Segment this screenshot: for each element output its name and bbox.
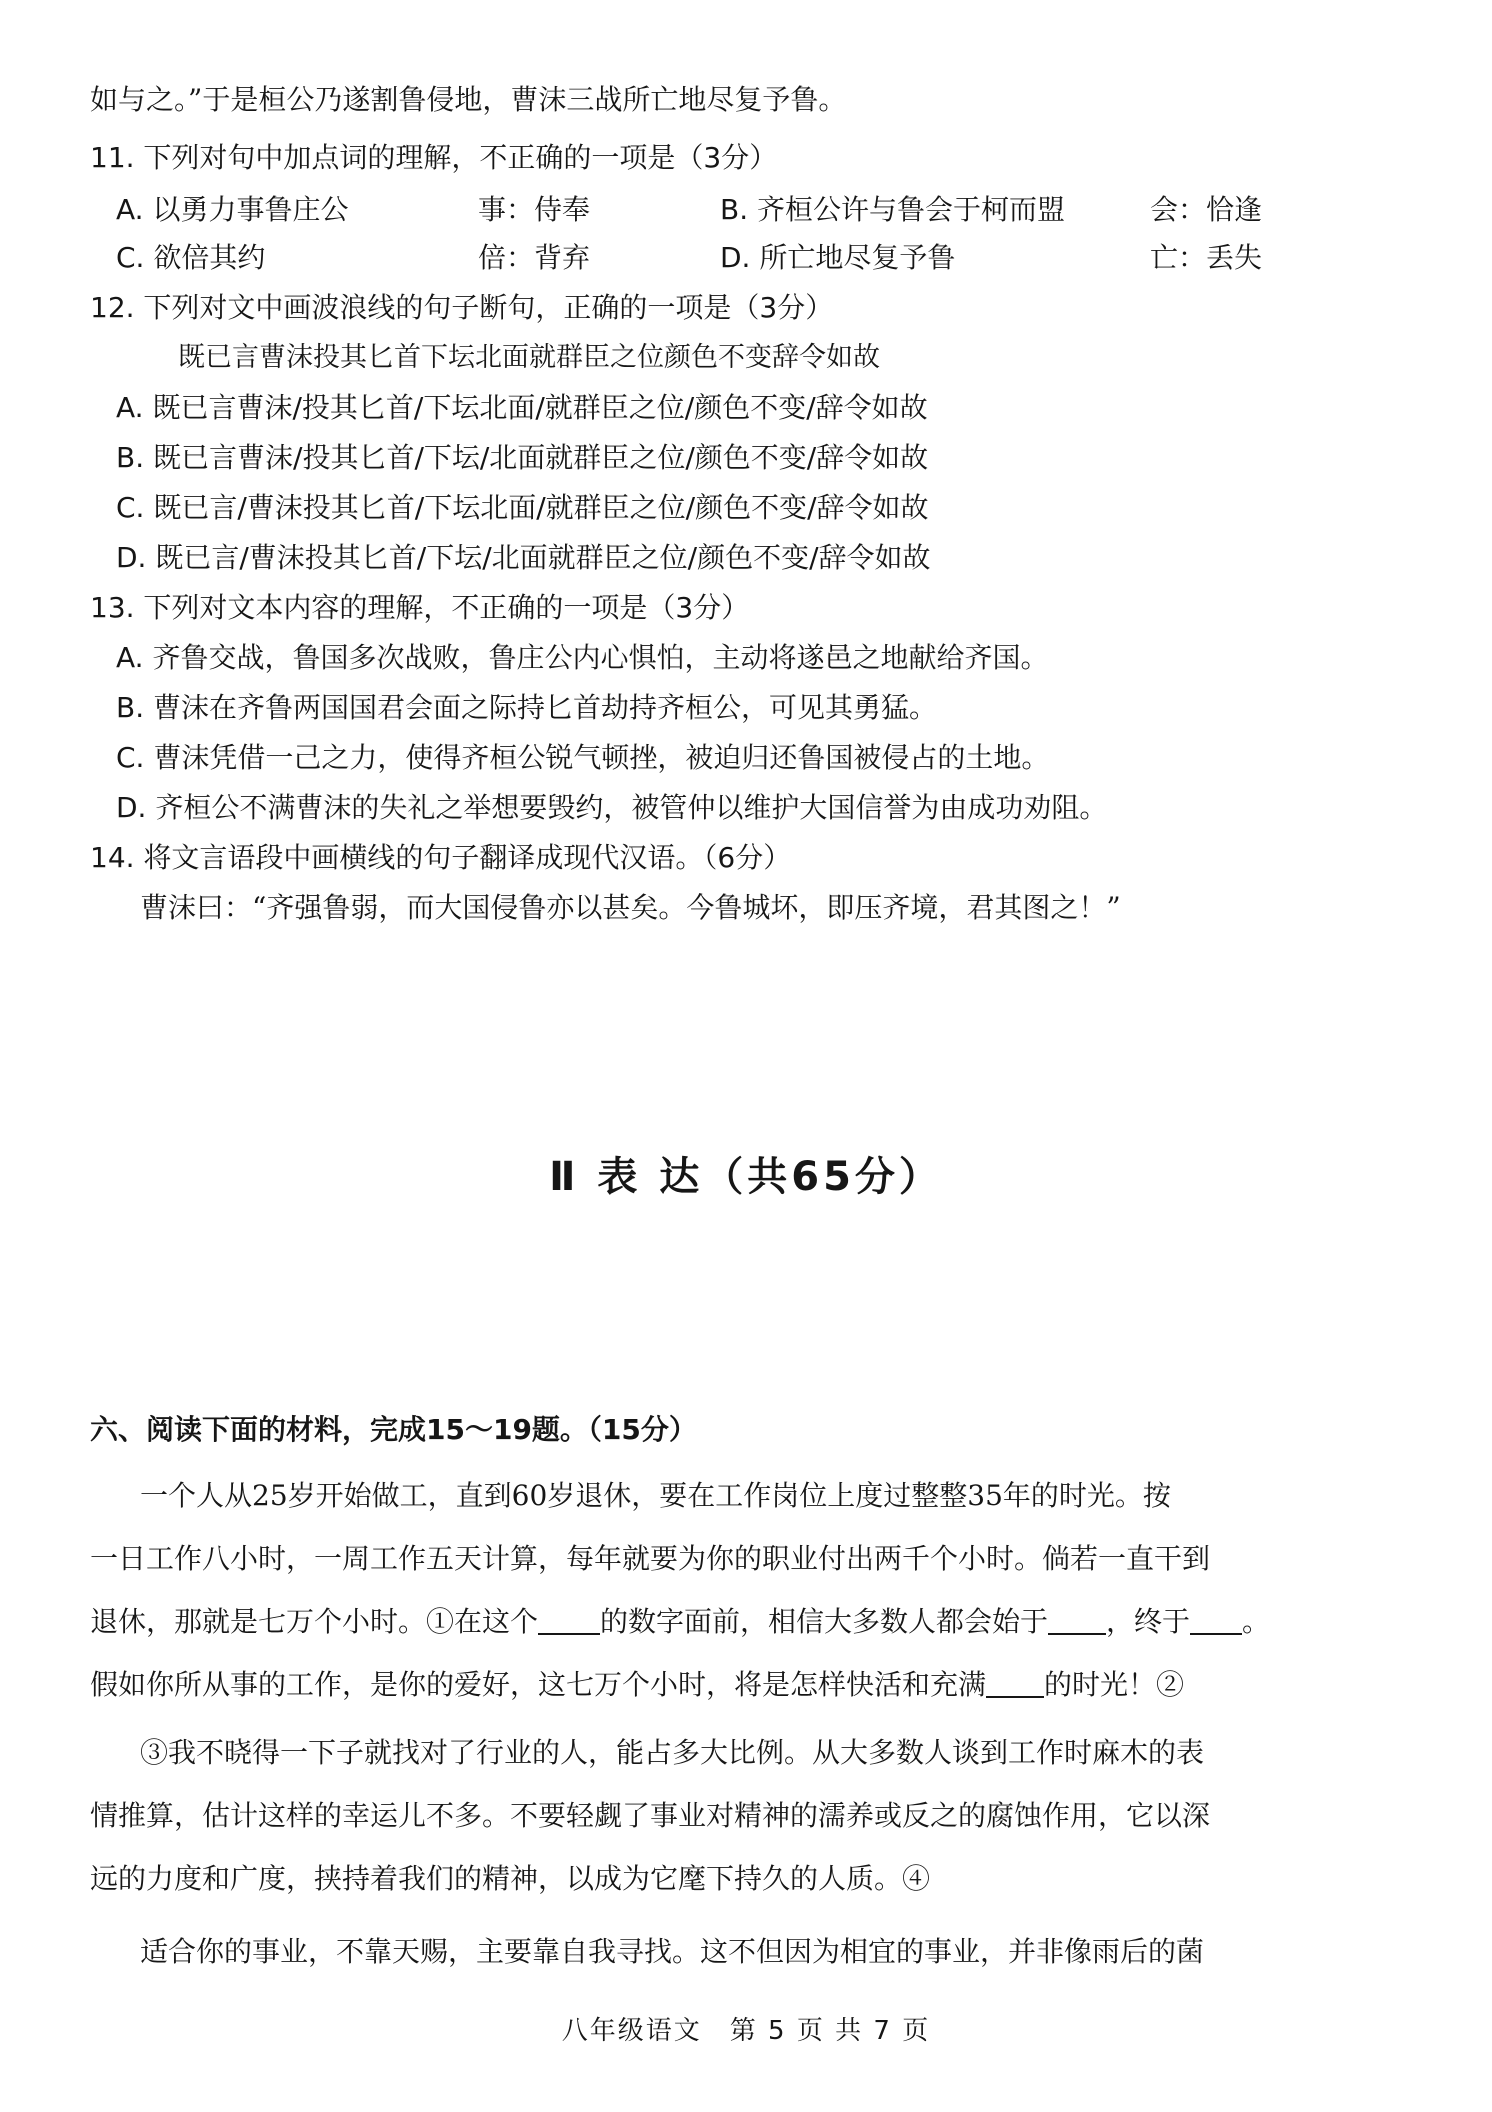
question-14-stem: 14. 将文言语段中画横线的句子翻译成现代汉语。（6分）	[90, 841, 792, 874]
part6-para3-line1: 适合你的事业，不靠天赐，主要靠自我寻找。这不但因为相宜的事业，并非像雨后的菌	[140, 1935, 1205, 1968]
q11-option-a-gloss: 事：侍奉	[478, 193, 591, 226]
part6-heading: 六、阅读下面的材料，完成15～19题。（15分）	[90, 1413, 697, 1446]
q13-option-b: B. 曹沫在齐鲁两国国君会面之际持匕首劫持齐桓公，可见其勇猛。	[116, 691, 938, 724]
q11-option-b-gloss: 会：恰逢	[1150, 193, 1263, 226]
para1-line3-text-b: 的数字面前，相信大多数人都会始于	[600, 1605, 1049, 1638]
q12-option-a: A. 既已言曹沫/投其匕首/下坛北面/就群臣之位/颜色不变/辞令如故	[116, 391, 928, 424]
part6-para1-line1: 一个人从25岁开始做工，直到60岁退休，要在工作岗位上度过整整35年的时光。按	[140, 1479, 1171, 1512]
fill-blank-1[interactable]	[538, 1605, 600, 1635]
q14-sentence: 曹沫曰：“齐强鲁弱，而大国侵鲁亦以甚矣。今鲁城坏，即压齐境，君其图之！”	[140, 891, 1121, 924]
part6-para1-line2: 一日工作八小时，一周工作五天计算，每年就要为你的职业付出两千个小时。倘若一直干到	[90, 1542, 1211, 1575]
q13-option-c: C. 曹沫凭借一己之力，使得齐桓公锐气顿挫，被迫归还鲁国被侵占的土地。	[116, 741, 1050, 774]
para1-line4-text-a: 假如你所从事的工作，是你的爱好，这七万个小时，将是怎样快活和充满	[90, 1668, 987, 1701]
para1-line3-text-a: 退休，那就是七万个小时。①在这个	[90, 1605, 539, 1638]
para1-line3-text-d: 。	[1242, 1605, 1271, 1638]
q11-option-d: D. 所亡地尽复予鲁	[720, 241, 956, 274]
question-12-stem: 12. 下列对文中画波浪线的句子断句，正确的一项是（3分）	[90, 291, 834, 324]
para1-line3-text-c: ，终于	[1106, 1605, 1191, 1638]
question-13-stem: 13. 下列对文本内容的理解，不正确的一项是（3分）	[90, 591, 750, 624]
fill-blank-2[interactable]	[1048, 1605, 1106, 1635]
part6-para2-line1: ③我不晓得一下子就找对了行业的人，能占多大比例。从大多数人谈到工作时麻木的表	[140, 1736, 1205, 1769]
part6-para1-line3	[90, 1600, 1270, 1640]
q11-option-b: B. 齐桓公许与鲁会于柯而盟	[720, 193, 1066, 226]
passage-end-line: 如与之。”于是桓公乃遂割鲁侵地，曹沫三战所亡地尽复予鲁。	[90, 83, 847, 116]
q11-option-a: A. 以勇力事鲁庄公	[116, 193, 349, 226]
q11-option-c: C. 欲倍其约	[116, 241, 266, 274]
part6-para2-line2: 情推算，估计这样的幸运儿不多。不要轻觑了事业对精神的濡养或反之的腐蚀作用，它以深	[90, 1799, 1211, 1832]
q12-option-d: D. 既已言/曹沫投其匕首/下坛/北面就群臣之位/颜色不变/辞令如故	[116, 541, 931, 574]
q11-option-c-gloss: 倍：背弃	[478, 241, 591, 274]
q12-sentence: 既已言曹沫投其匕首下坛北面就群臣之位颜色不变辞令如故	[178, 342, 880, 373]
q13-option-a: A. 齐鲁交战，鲁国多次战败，鲁庄公内心惧怕，主动将遂邑之地献给齐国。	[116, 641, 1049, 674]
part6-para2-line3: 远的力度和广度，挟持着我们的精神，以成为它麾下持久的人质。④	[90, 1862, 931, 1895]
q11-option-d-gloss: 亡：丢失	[1150, 241, 1263, 274]
q13-option-d: D. 齐桓公不满曹沫的失礼之举想要毁约，被管仲以维护大国信誉为由成功劝阻。	[116, 791, 1108, 824]
fill-blank-3[interactable]	[1190, 1605, 1242, 1635]
section-title: Ⅱ 表 达（共65分）	[549, 1154, 943, 1200]
para1-line4-text-b: 的时光！②	[1044, 1668, 1185, 1701]
question-11-stem: 11. 下列对句中加点词的理解，不正确的一项是（3分）	[90, 141, 778, 174]
page-footer: 八年级语文 第 5 页 共 7 页	[561, 2016, 931, 2046]
part6-para1-line4	[90, 1663, 1184, 1703]
fill-blank-4[interactable]	[986, 1668, 1044, 1698]
q12-option-b: B. 既已言曹沫/投其匕首/下坛/北面就群臣之位/颜色不变/辞令如故	[116, 441, 929, 474]
q12-option-c: C. 既已言/曹沫投其匕首/下坛北面/就群臣之位/颜色不变/辞令如故	[116, 491, 929, 524]
